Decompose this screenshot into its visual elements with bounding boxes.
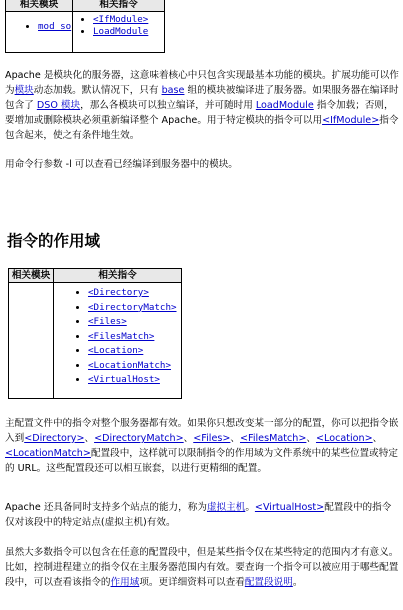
list-item xyxy=(88,373,181,388)
link-directory[interactable]: <Directory> xyxy=(88,287,149,298)
directives-cell xyxy=(73,12,165,53)
header-directives: 相关指令 xyxy=(54,269,182,283)
list-item xyxy=(93,14,164,26)
link-directorymatch[interactable]: <DirectoryMatch> xyxy=(88,301,177,313)
text: 指令加载；否则，要增加或删除模块必须重新编译整个 Apache。用于特定模块的指令可以用 xyxy=(5,100,394,126)
text: 配置段中的指令仅对该段中的特定站点(虚拟主机)有效。 xyxy=(5,502,392,528)
link-files-inline[interactable]: <Files> xyxy=(193,433,231,444)
link-location-inline[interactable]: <Location> xyxy=(315,433,373,444)
link-location[interactable]: <Location> xyxy=(88,345,144,356)
text: 指令包含起来，使之有条件地生效。 xyxy=(5,115,399,141)
link-filesmatch-inline[interactable]: <FilesMatch> xyxy=(239,433,307,444)
paragraph-modules-intro xyxy=(5,68,399,143)
text: ，那么各模块可以独立编译，并可随时用 xyxy=(80,100,256,111)
separator: 、 xyxy=(230,433,240,444)
text: 。 xyxy=(245,502,255,513)
header-modules: 相关模块 xyxy=(6,0,73,12)
link-files[interactable]: <Files> xyxy=(88,316,127,327)
text: 组的模块被编译进了服务器。如果服务器在编译时包含了 xyxy=(5,85,399,111)
link-directory-inline[interactable]: <Directory> xyxy=(24,433,85,444)
list-item xyxy=(38,21,72,33)
list-item xyxy=(88,286,181,301)
header-directives: 相关指令 xyxy=(73,0,165,12)
separator: 、 xyxy=(183,433,194,444)
section-heading-scope: 指令的作用域 xyxy=(7,231,101,250)
link-virtualhost-inline[interactable]: <VirtualHost> xyxy=(254,502,325,513)
link-base[interactable]: base xyxy=(161,85,185,96)
link-ifmodule[interactable]: <IfModule> xyxy=(93,14,149,25)
link-virtualhost[interactable]: <VirtualHost> xyxy=(88,374,160,385)
link-loadmodule[interactable]: LoadModule xyxy=(93,26,149,38)
header-modules: 相关模块 xyxy=(9,269,54,283)
text: 虽然大多数指令可以包含在任意的配置段中，但是某些指令仅在某些特定的范围内才有意义。比如，控制进程建立的指令仅在主服务器范围内有效。要查询一个指令可以被应用于哪些配置段中，可以查看该指令的 xyxy=(5,547,399,588)
text: 项。更详细资料可以查看 xyxy=(139,577,245,588)
link-ifmodule-inline[interactable]: <IfModule> xyxy=(322,115,380,126)
text: 动态加载。默认情况下，只有 xyxy=(33,85,162,96)
separator: 、 xyxy=(84,433,95,444)
scope-directives-table xyxy=(8,268,182,399)
modules-cell xyxy=(6,12,73,53)
related-modules-table xyxy=(5,0,165,53)
modules-cell-empty xyxy=(9,283,54,399)
link-module[interactable]: 模块 xyxy=(14,85,34,96)
link-dso[interactable]: DSO 模块 xyxy=(36,100,81,111)
link-sections[interactable]: 配置段说明 xyxy=(244,577,293,588)
link-directorymatch-inline[interactable]: <DirectoryMatch> xyxy=(94,433,184,444)
paragraph-list-modules: 用命令行参数 -l 可以查看已经编译到服务器中的模块。 xyxy=(5,159,238,170)
text: 配置段中，这样就可以限制指令的作用域为文件系统中的某些位置或特定的 URL。这些配置段还可以相互嵌套，以进行更精细的配置。 xyxy=(5,448,398,474)
link-filesmatch[interactable]: <FilesMatch> xyxy=(88,330,155,342)
text: Apache 还具备同时支持多个站点的能力，称为 xyxy=(5,502,207,513)
paragraph-virtual-hosts xyxy=(5,500,399,530)
link-vhost[interactable]: 虚拟主机 xyxy=(206,502,246,513)
list-item xyxy=(88,344,181,359)
list-item xyxy=(88,330,181,345)
text: 主配置文件中的指令对整个服务器都有效。如果你只想改变某一部分的配置，你可以把指令嵌入到 xyxy=(5,418,399,444)
paragraph-directive-context xyxy=(5,545,399,590)
list-item xyxy=(93,26,164,38)
link-scope[interactable]: 作用域 xyxy=(110,577,140,588)
link-loadmodule-inline[interactable]: LoadModule xyxy=(255,100,314,111)
list-item xyxy=(88,359,181,374)
link-mod-so[interactable]: mod_so xyxy=(38,21,72,32)
text: 。 xyxy=(292,577,303,588)
separator: 、 xyxy=(372,433,383,444)
link-locationmatch[interactable]: <LocationMatch> xyxy=(88,359,171,371)
text: Apache 是模块化的服务器，这意味着核心中只包含实现最基本功能的模块。扩展功能可以作为 xyxy=(5,70,399,96)
link-locationmatch-inline[interactable]: <LocationMatch> xyxy=(5,448,91,459)
list-item xyxy=(88,315,181,330)
paragraph-scope-sections xyxy=(5,416,399,476)
directives-cell xyxy=(54,283,182,399)
list-item xyxy=(88,301,181,316)
separator: 、 xyxy=(306,433,316,444)
